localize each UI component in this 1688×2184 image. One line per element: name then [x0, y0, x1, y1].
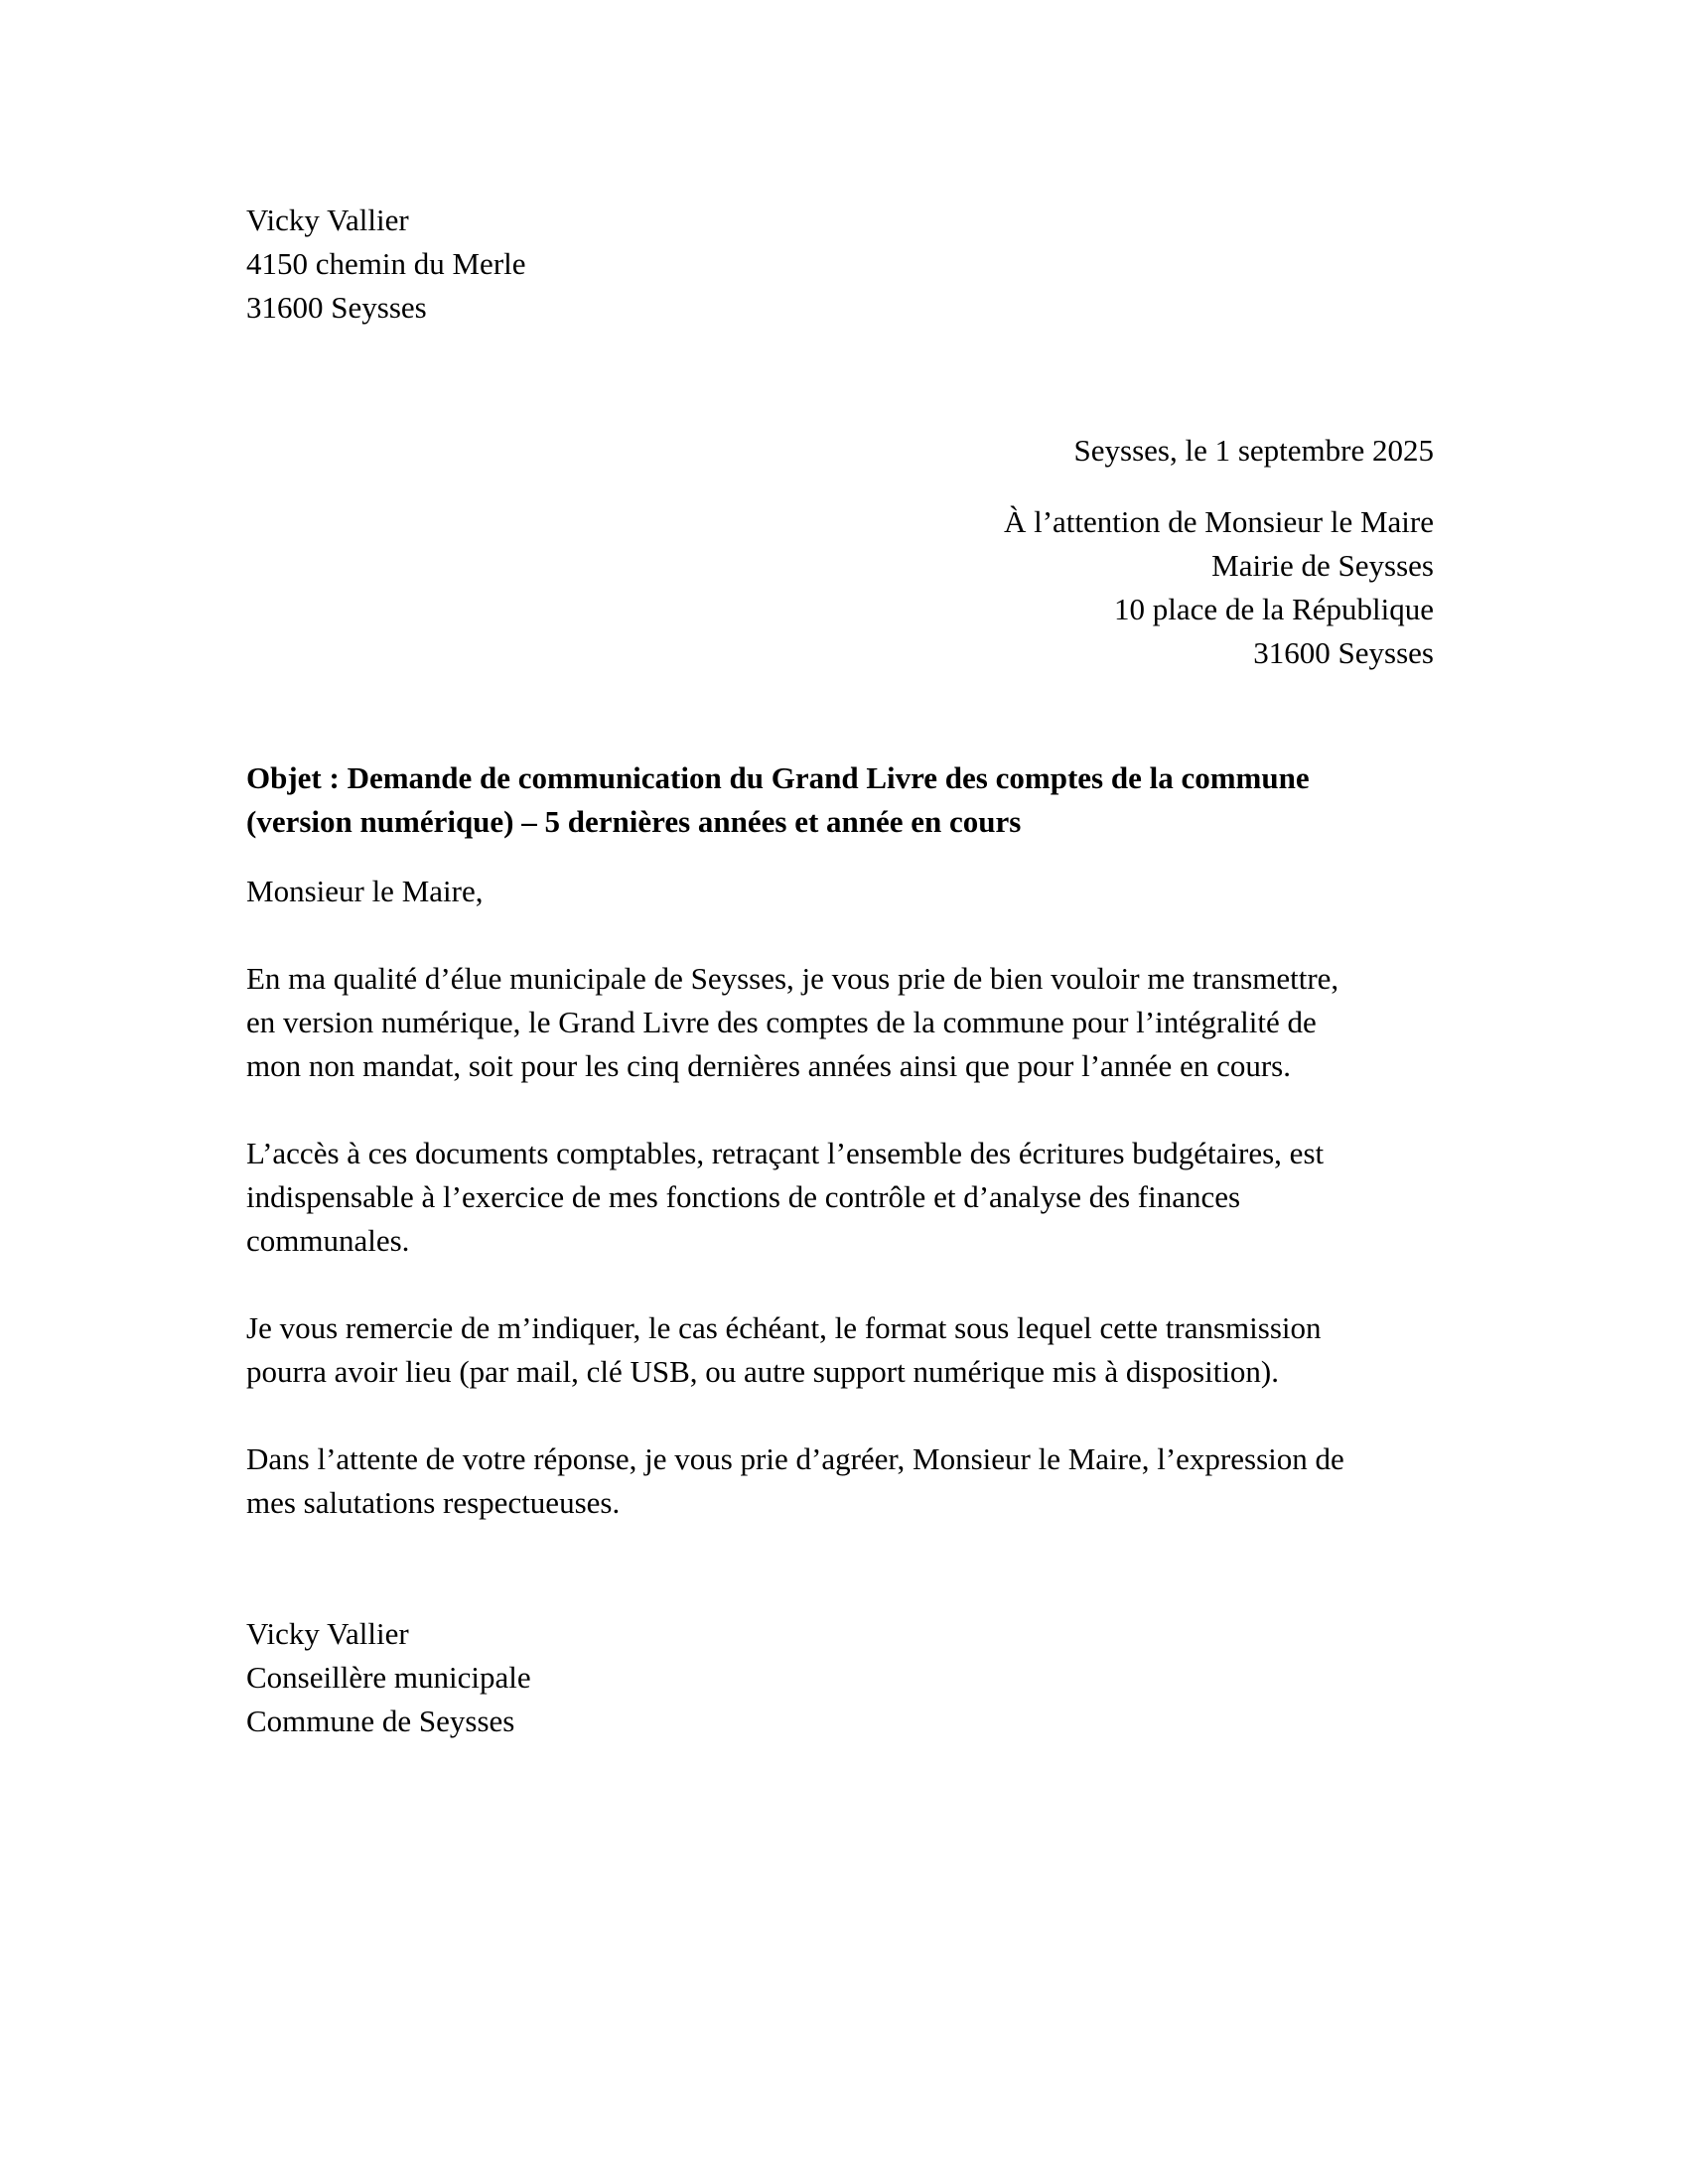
- paragraph-line: mon non mandat, soit pour les cinq dernières années ainsi que pour l’année en cours.: [246, 1048, 1291, 1083]
- paragraph-line: indispensable à l’exercice de mes fonctions de contrôle et d’analyse des finances: [246, 1179, 1241, 1214]
- paragraph-line: mes salutations respectueuses.: [246, 1485, 621, 1520]
- recipient-street: 10 place de la République: [1114, 592, 1434, 626]
- paragraph-line: L’accès à ces documents comptables, retraçant l’ensemble des écritures budgétaires, est: [246, 1136, 1325, 1170]
- signature-commune: Commune de Seysses: [246, 1704, 515, 1738]
- subject-line: (version numérique) – 5 dernières années et année en cours: [246, 804, 1022, 839]
- salutation-text: Monsieur le Maire,: [246, 874, 484, 908]
- sender-name: Vicky Vallier: [246, 203, 409, 237]
- date-block: [246, 429, 1434, 473]
- body-paragraph-request: [246, 957, 1434, 1088]
- signature-name: Vicky Vallier: [246, 1616, 409, 1651]
- salutation: [246, 870, 1434, 913]
- paragraph-line: En ma qualité d’élue municipale de Seysses, je vous prie de bien vouloir me transmettre,: [246, 961, 1339, 996]
- recipient-city: 31600 Seysses: [1253, 635, 1434, 670]
- subject-line: Objet : Demande de communication du Grand Livre des comptes de la commune: [246, 760, 1310, 795]
- paragraph-line: Je vous remercie de m’indiquer, le cas échéant, le format sous lequel cette transmission: [246, 1310, 1322, 1345]
- body-paragraph-format: [246, 1306, 1434, 1394]
- recipient-attention: À l’attention de Monsieur le Maire: [1003, 504, 1434, 539]
- paragraph-line: communales.: [246, 1223, 410, 1258]
- sender-address-block: [246, 199, 1434, 330]
- signature-block: [246, 1612, 1434, 1743]
- letter-date: Seysses, le 1 septembre 2025: [1073, 433, 1434, 468]
- subject-block: [246, 756, 1434, 844]
- body-paragraph-justification: [246, 1132, 1434, 1263]
- body-paragraph-closing: [246, 1437, 1434, 1525]
- paragraph-line: pourra avoir lieu (par mail, clé USB, ou autre support numérique mis à disposition).: [246, 1354, 1279, 1389]
- signature-title: Conseillère municipale: [246, 1660, 531, 1695]
- sender-city: 31600 Seysses: [246, 290, 427, 325]
- paragraph-line: en version numérique, le Grand Livre des comptes de la commune pour l’intégralité de: [246, 1005, 1317, 1039]
- letter-page: [246, 199, 1434, 1743]
- sender-street: 4150 chemin du Merle: [246, 246, 526, 281]
- recipient-organization: Mairie de Seysses: [1211, 548, 1434, 583]
- recipient-address-block: [246, 500, 1434, 675]
- paragraph-line: Dans l’attente de votre réponse, je vous prie d’agréer, Monsieur le Maire, l’expression de: [246, 1441, 1344, 1476]
